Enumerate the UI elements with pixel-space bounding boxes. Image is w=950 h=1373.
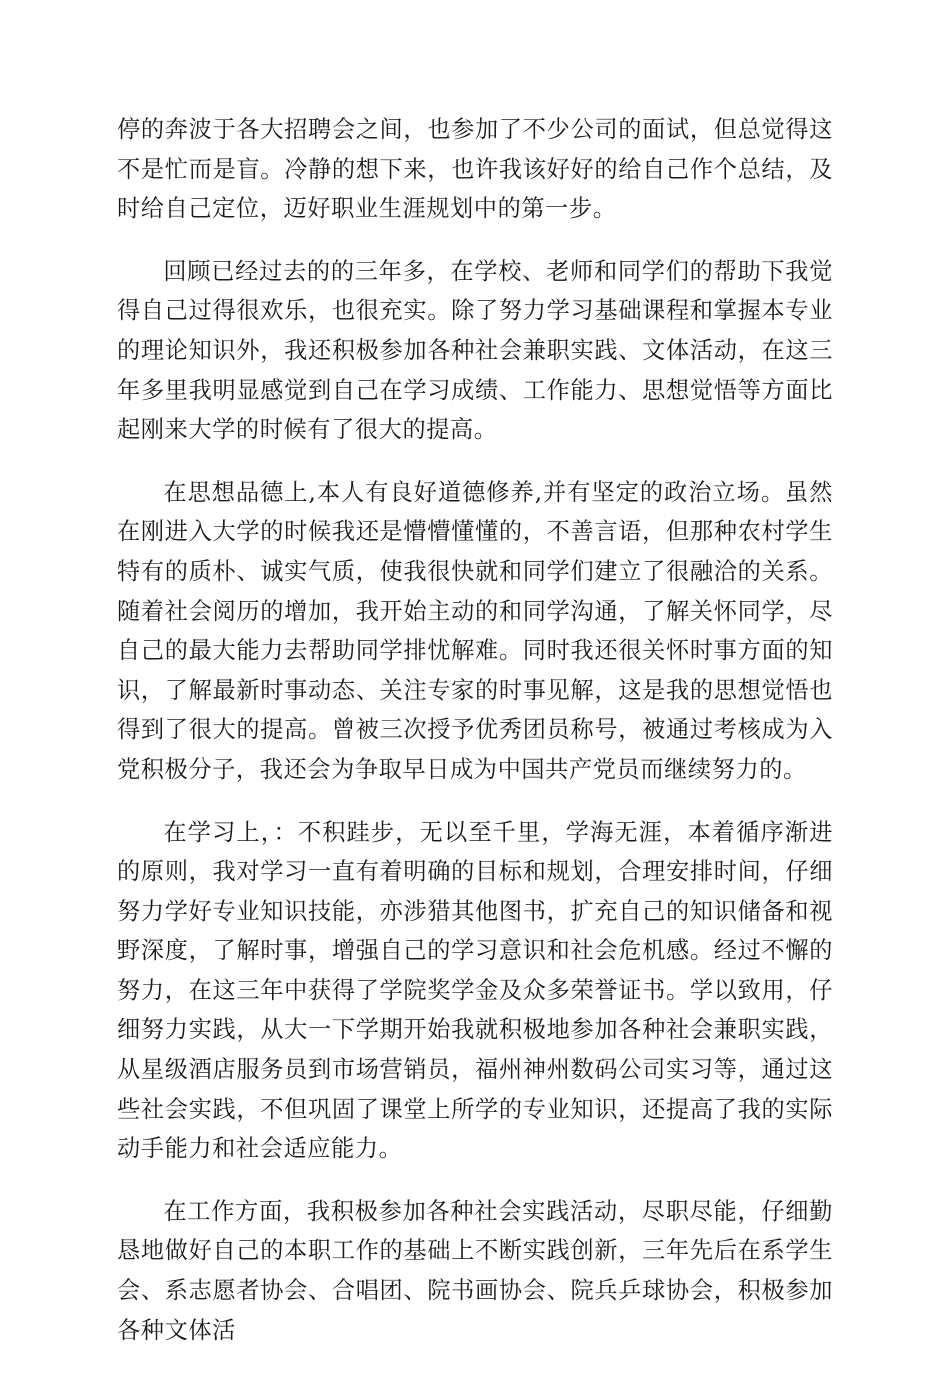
paragraph-study: 在学习上，：不积跬步，无以至千里，学海无涯，本着循序渐进的原则，我对学习一直有着明确的目标和规划，合理安排时间，仔细努力学好专业知识技能，亦涉猎其他图书，扩充自己的知识储备和视野深度，了解时事，增强自己的学习意识和社会危机感。经过不懈的努力，在这三年中获得了学院奖学金及众多荣誉证书。学以致用，仔细努力实践，从大一下学期开始我就积极地参加各种社会兼职实践，从星级酒店服务员到市场营销员，福州神州数码公司实习等，通过这些社会实践，不但巩固了课堂上所学的专业知识，还提高了我的实际动手能力和社会适应能力。 — [117, 818, 833, 1163]
paragraph-review: 回顾已经过去的的三年多，在学校、老师和同学们的帮助下我觉得自己过得很欢乐，也很充实。除了努力学习基础课程和掌握本专业的理论知识外，我还积极参加各种社会兼职实践、文体活动，在这三年多里我明显感觉到自己在学习成绩、工作能力、思想觉悟等方面比起刚来大学的时候有了很大的提高。 — [117, 257, 833, 444]
document-body — [117, 110, 833, 1373]
paragraph-continuation: 停的奔波于各大招聘会之间，也参加了不少公司的面试，但总觉得这不是忙而是盲。冷静的想下来，也许我该好好的给自己作个总结，及时给自己定位，迈好职业生涯规划中的第一步。 — [117, 116, 833, 223]
paragraph-work: 在工作方面，我积极参加各种社会实践活动，尽职尽能，仔细勤恳地做好自己的本职工作的基础上不断实践创新，三年先后在系学生会、系志愿者协会、合唱团、院书画协会、院兵乒球协会，积极参加各种文体活 — [117, 1197, 833, 1344]
paragraph-ideology: 在思想品德上,本人有良好道德修养,并有坚定的政治立场。虽然在刚进入大学的时候我还是懵懵懂懂的，不善言语，但那种农村学生特有的质朴、诚实气质，使我很快就和同学们建立了很融洽的关系。随着社会阅历的增加，我开始主动的和同学沟通，了解关怀同学，尽自己的最大能力去帮助同学排忧解难。同时我还很关怀时事方面的知识，了解最新时事动态、关注专家的时事见解，这是我的思想觉悟也得到了很大的提高。曾被三次授予优秀团员称号，被通过考核成为入党积极分子，我还会为争取早日成为中国共产党员而继续努力的。 — [117, 478, 833, 783]
